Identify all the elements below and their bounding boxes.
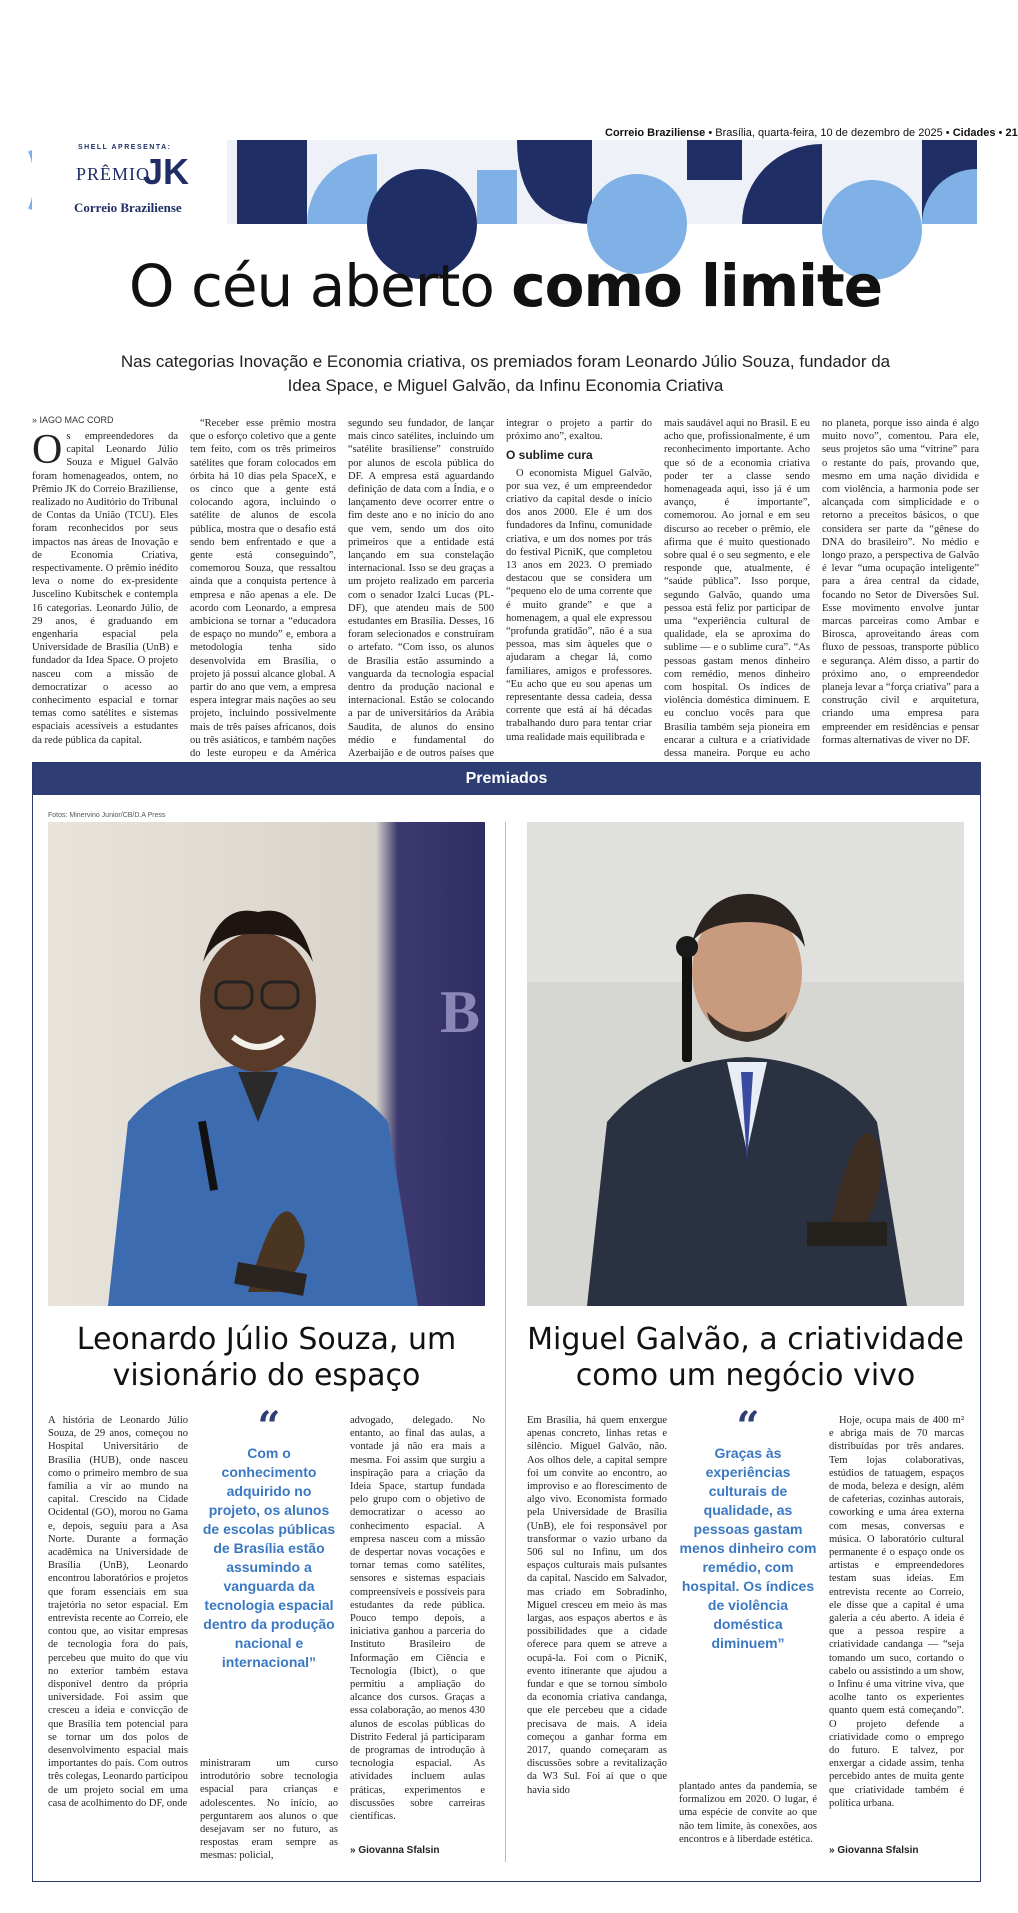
miguel-col2-text: plantado antes da pandemia, se formalizou em 2020. O lugar, é uma espécie de convite ao que não tem limite, às conexões, aos encontros e à liberdade estética. [679,1781,817,1845]
intro-col5-text: mais saudável aqui no Brasil. E eu acho que, profissionalmente, é um reconhecimento importante. Acho que só de a economia criativa poder ter a classe sendo homenageada aqui, isso já é um avanço, é importante”, comemorou. Ao jornal e em seu discurso ao receber o prêmio, ele afirma que é muito questionado sobre qual é o seu segmento, e ele responde que, atualmente, é “saúde pública”. Isso porque, segundo Galvão, quando uma pessoa está feliz por participar de uma “experiência cultural de qualidade, ela se aproxima do sublime — e o sublime cura”. “As pessoas gastam menos dinheiro com remédio, menos dinheiro com hospital. Os índices de violência doméstica diminuem. E eu concluo vocês para que Brasília também seja pioneira em encarar a cultura e a criatividade dessa maneira. Porque eu acho [664,418,810,760]
subtitle: Nas categorias Inovação e Economia criativa, os premiados foram Leonardo Júlio Souza, fundador da Idea Space, e Miguel Galvão, da Infinu Economia Criativa [120,352,891,395]
intro-col1-text: s empreendedores da capital Leonardo Júlio Souza e Miguel Galvão foram homenageados, ontem, no Prêmio JK do Correio Braziliense, realizado no Auditório do Tribunal de Contas da União (TCU). Eles foram reconhecidos por seus impactos nas áreas de Inovação e de Economia Criativa, respectivamente. O prêmio inédito leva o nome do ex-presidente Juscelino Kubitschek e contempla 16 categorias. Leonardo Júlio, de 29 anos, é graduando em engenharia espacial pela Universidade de Brasília (UnB) e fundador da Idea Space. O projeto nasceu com a missão de democratizar o acesso ao conhecimento espacial e tornar temas como satélites e sistemas espaciais acessíveis a estudantes da rede pública da capital. [32,431,178,746]
leonardo-column-2 [200,1757,338,1862]
sponsor-line: SHELL APRESENTA: [78,144,172,151]
byline: » IAGO MAC CORD [32,415,114,425]
leonardo-col1-text: A história de Leonardo Júlio Souza, de 29 anos, começou no Hospital Universitário de Brasília (HUB), onde nasceu como o primeiro membro de sua família a vir ao mundo na capital. Crescido na Cidade Ocidental (GO), morou no Gama e, depois, seguiu para a Asa Norte. Durante a formação acadêmica na Universidade de Brasília (UnB), Leonardo encontrou laboratórios e projetos que foram essenciais em sua trajetória no setor espacial. Em entrevista recente ao Correio, ele contou que, ao visitar empresas de tecnologia fora do país, percebeu que muito do que viu no exterior também estava disponível dentro da própria universidade. Foi assim que cresceu a ideia e convicção de que Brasília tem potencial para se tornar um dos polos de desenvolvimento espacial mais importantes do país. Com outros três colegas, Leonardo participou de um projeto social em uma casa de acolhimento do DF, onde [48,1415,188,1809]
section-name: Cidades [952,127,996,139]
photo-credit: Fotos: Minervino Junior/CB/D.A Press [48,812,166,819]
miguel-column-1 [527,1414,667,1859]
photo-miguel-illustration [527,822,964,1306]
intro-col4b-text: O economista Miguel Galvão, por sua vez, é um empreendedor criativo da capital desde o início dos anos 2000. Ele é um dos fundadores da Infinu, comunidade criativa, e um dos nomes por trás do festival PicniK, que completou 13 anos em 2023. O premiado destacou que se considera um “pequeno elo de uma corrente que é muito grande” e que a homenagem, a qual ele expressou “profunda gratidão”, não é a sua pessoa, mas sim àqueles que o ajudaram a chegar lá, como familiares, amigos e professores. “Eu acho que eu sou apenas um representante dessa cadeia, dessa corrente que está aí há décadas trabalhando duro para tentar criar uma realidade mais equilibrada e [506,467,652,743]
page-folio: Correio Braziliense • Brasília, quarta-feira, 10 de dezembro de 2025 • Cidades • 21 [605,127,1018,139]
page-number: 21 [1005,127,1018,139]
miguel-col1-text: Em Brasília, há quem enxergue apenas concreto, linhas retas e silêncio. Miguel Galvão, não. Aos olhos dele, a capital sempre foi um convite ao encontro, ao improviso e ao florescimento de algo vivo. Economista formado pela Universidade de Brasília (UnB), ele foi responsável por transformar o vazio urbano da 506 sul no Infinu, um dos espaços culturais mais pulsantes da capital. Nascido em Salvador, mas criado em Sobradinho, Miguel cresceu em meio às mas largas, aos espaços abertos e às possibilidades que a cidade oferece para quem se atreve a ocupá-la. Foi com o PicniK, evento itinerante que ajudou a fundar e que se tornou símbolo da economia criativa candanga, que ele percebeu que a cidade precisava de mais. A ideia começou a ganhar forma em 2017, quando começaram as discussões sobre a revitalização da W3 Sul. Foi aí que o que havia sido [527,1415,667,1796]
award-word: PRÊMIO [76,164,151,184]
intro-subhead: O sublime cura [506,448,593,463]
leonardo-column-3 [350,1414,485,1834]
drop-cap: O [32,427,63,473]
intro-column-2 [190,417,336,760]
miguel-signature: » Giovanna Sfalsin [829,1845,919,1856]
miguel-quote-text: Graças às experiências culturais de qualidade, as pessoas gastam menos dinheiro com remédio, com hospital. Os índices de violência doméstica diminuem” [679,1445,817,1651]
svg-text:B: B [440,979,481,1045]
photo-leonardo [48,822,485,1306]
leonardo-quote [200,1403,338,1672]
leonardo-col2-text: ministraram um curso introdutório sobre tecnologia espacial para crianças e adolescentes. No início, ao perguntarem aos alunos o que desejavam ser no futuro, as respostas eram sempre as mesmas: policial, [200,1758,338,1862]
award-letters: JK [143,151,190,192]
leonardo-heading: Leonardo Júlio Souza, um visionário do espaço [76,1322,457,1393]
miguel-col3-text: Hoje, ocupa mais de 400 m² e abriga mais de 70 marcas distribuídas por três andares. Tem lojas colaborativas, estúdios de tatuagem, espaços de moda, beleza e design, além de cafeterias, cozinhas autorais, coworking e uma área externa com mesas, conversas e música. O laboratório cultural permanente é o espaço onde os artistas e empreendedores testam suas ideias. Em entrevista recente ao Correio, ele disse que a capital é uma galeria a céu aberto. A ideia é que a pessoa respire a criatividade candanga — “seja tomando um suco, cortando o cabelo ou assistindo a um show, o Infinu é uma vitrine viva, que acolhe tanto os experientes quanto quem está começando”. O projeto defende a criatividade como o emprego do futuro. E talvez, por enxergar a cidade assim, tenha percebido antes de muita gente que criatividade também é política urbana. [829,1415,964,1809]
brand-name: Correio Braziliense [74,200,182,215]
dateline: Brasília, quarta-feira, 10 de dezembro de 2025 [715,127,943,139]
intro-column-4 [506,417,652,752]
headline [0,252,1011,320]
box-title: Premiados [33,763,980,795]
intro-col6-text: no planeta, porque isso ainda é algo muito novo”, comentou. Para ele, seus projetos são uma “vitrine” para o restante do país, provando que, mesmo em uma nação dividida e com violência, a harmonia pode ser alcançada com simplicidade e o retorno a preceitos básicos, o que considera ser parte da “gênese do DNA do brasileiro”. No médio e longo prazo, a perspectiva de Galvão é levar “uma ocupação inteligente” para a área central da cidade, focando no Setor de Diversões Sul. Esse movimento envolve juntar marcas parceiras como Ambar e Birosca, aproveitando áreas com fluxo de pessoas, transporte público e segurança. Além disso, a partir do próximo ano, o empreendedor planeja levar a “força criativa” para a construção civil e arquitetura, criando uma empresa para empreender em residências e pensar formas alternativas de viver no DF. [822,418,979,746]
leonardo-col3-text: advogado, delegado. No entanto, ao final das aulas, a vontade já não era mais a mesma. Foi assim que surgiu a inspiração para a criação da Ideia Space, startup fundada pelo grupo com o objetivo de democratizar o acesso ao conhecimento espacial. A empresa nasceu com a missão de despertar novas vocações e tornar temas como satélites, sensores e sistemas espaciais compreensíveis e possíveis para estudantes da rede pública. Pouco tempo depois, a iniciativa ganhou a parceria do Instituto Brasileiro de Informação em Ciência e Tecnologia (Ibict), o que permitiu a ampliação do alcance dos cursos. Graças a essa colaboração, ao menos 430 alunos de escolas públicas do Distrito Federal já participaram de programas de introdução à tecnologia espacial. As atividades incluem aulas práticas, experimentos e discussões sobre carreiras científicas. [350,1415,485,1823]
photo-leonardo-illustration [48,822,485,1306]
intro-col3-text: segundo seu fundador, de lançar mais cinco satélites, incluindo um “satélite brasiliense” construído por alunos de escola pública do DF. A empresa está aguardando definição de data com a Índia, e o lançamento deve ocorrer entre o fim deste ano e no início do ano que vem, sendo um dos oito primeiros que a entidade está lançando em sua constelação internacional. Isso se deu graças a um projeto realizado em parceria com o senador Izalci Lucas (PL-DF), que atendeu mais de 500 estudantes em Brasília. Desses, 16 foram selecionados e construíram o artefato. “Com isso, os alunos de Brasília estão assumindo a vanguarda da tecnologia espacial dentro da produção nacional e internacional. Estão se colocando a par de universitários da Arábia Saudita, de alunos do ensino médio e fundamental do Azerbaijão e de outros países que [348,418,494,760]
photo-miguel [527,822,964,1306]
quote-mark-icon: “ [736,1403,760,1450]
intro-column-5 [664,417,810,760]
miguel-column-3 [829,1414,964,1834]
box-column-divider [505,822,506,1862]
leonardo-column-1 [48,1414,188,1859]
headline-bold: como limite [511,252,883,320]
intro-col4a-text: integrar o projeto a partir do próximo ano”, exaltou. [506,418,652,443]
miguel-heading: Miguel Galvão, a criatividade como um negócio vivo [527,1322,964,1393]
headline-light: O céu aberto [128,252,494,320]
award-banner [32,140,977,224]
miguel-quote [679,1403,817,1653]
leonardo-signature: » Giovanna Sfalsin [350,1845,440,1856]
intro-col2-text: “Receber esse prêmio mostra que o esforço coletivo que a gente tem feito, com os três primeiros satélites que foram colocados em órbita há 10 dias pela SpaceX, e os cinco que a gente está colocando agora, incluindo o satélite de alunos de escola pública, mostra que o desafio está sendo bem enfrentado e que a gente está conseguindo”, comemorou Souza, que ressaltou ainda que a conquista pertence à empresa e não apenas a ele. De acordo com Leonardo, a empresa ambiciona se tornar a “educadora de espaço no mundo” e, embora a metodologia tenha sido desenvolvida em Brasília, o projeto já possui alcance global. A partir do ano que vem, a empresa espera integrar mais nações ao seu projeto, incluindo possivelmente mais de três países africanos, dois ou três asiáticos, e também nações do leste europeu e da América [190,418,336,760]
miguel-column-2 [679,1780,817,1860]
paper-name: Correio Braziliense [605,127,706,139]
intro-column-6 [822,417,979,752]
quote-mark-icon: “ [257,1403,281,1450]
leonardo-quote-text: Com o conhecimento adquirido no projeto, os alunos de escolas públicas de Brasília estão assumindo a vanguarda da tecnologia espacial dentro da produção nacional e internacional” [202,1445,336,1670]
intro-column-1 [32,427,178,752]
intro-column-3 [348,417,494,760]
award-logo [32,140,227,224]
